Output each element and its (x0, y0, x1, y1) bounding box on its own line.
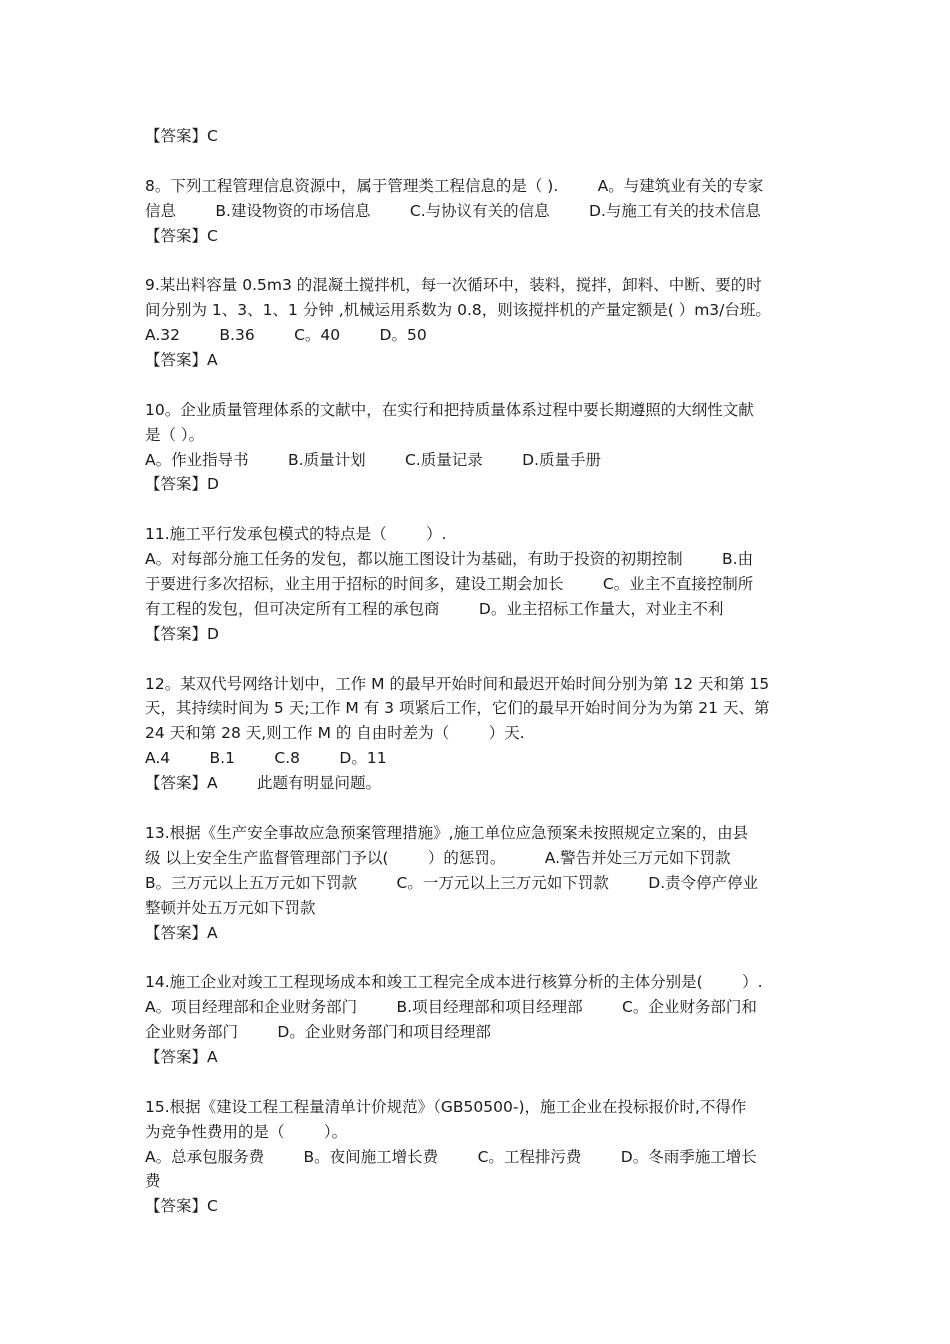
question-options: A.4 B.1 C.8 D。11 (145, 749, 387, 768)
paragraph-gap (145, 796, 810, 821)
question-14 (145, 970, 810, 1070)
question-options: A。对每部分施工任务的发包，都以施工图设计为基础，有助于投资的初期控制 B.由 (145, 550, 754, 569)
document-page (145, 124, 810, 1219)
question-12 (145, 672, 810, 796)
paragraph-gap (145, 1070, 810, 1095)
paragraph-gap (145, 945, 810, 970)
question-options: A.32 B.36 C。40 D。50 (145, 326, 427, 345)
question-11 (145, 522, 810, 646)
answer-line: 【答案】A (145, 1047, 218, 1066)
question-options: 企业财务部门 D。企业财务部门和项目经理部 (145, 1023, 491, 1042)
question-options: 信息 B.建设物资的市场信息 C.与协议有关的信息 D.与施工有关的技术信息 (145, 201, 761, 220)
question-13 (145, 821, 810, 945)
question-text: 为竞争性费用的是（ ）。 (145, 1122, 348, 1141)
question-text: 11.施工平行发承包模式的特点是（ ）. (145, 525, 447, 544)
answer-block-7 (145, 124, 810, 149)
question-options: 费 (145, 1172, 161, 1191)
question-text: 15.根据《建设工程工程量清单计价规范》（GB50500-)，施工企业在投标报价时,不得作 (145, 1097, 747, 1116)
question-text: 14.施工企业对竣工工程现场成本和竣工工程完全成本进行核算分析的主体分别是( ）. (145, 973, 763, 992)
paragraph-gap (145, 497, 810, 522)
question-text: 级 以上安全生产监督管理部门予以( ）的惩罚。 A.警告并处三万元如下罚款 (145, 848, 731, 867)
question-options: A。项目经理部和企业财务部门 B.项目经理部和项目经理部 C。企业财务部门和 (145, 998, 757, 1017)
question-15 (145, 1095, 810, 1219)
question-options: 整顿并处五万元如下罚款 (145, 898, 316, 917)
question-options: 有工程的发包，但可决定所有工程的承包商 D。业主招标工作量大，对业主不利 (145, 599, 724, 618)
question-text: 9.某出料容量 0.5m3 的混凝土搅拌机，每一次循环中，装料，搅拌，卸料、中断、要的时 (145, 276, 762, 295)
question-9 (145, 273, 810, 373)
question-text: 24 天和第 28 天,则工作 M 的 自由时差为（ ）天. (145, 724, 525, 743)
question-options: B。三万元以上五万元如下罚款 C。一万元以上三万元如下罚款 D.责令停产停业 (145, 873, 759, 892)
question-text: 10。企业质量管理体系的文献中，在实行和把持质量体系过程中要长期遵照的大纲性文献 (145, 400, 754, 419)
paragraph-gap (145, 248, 810, 273)
answer-line: 【答案】C (145, 127, 218, 145)
question-text: 12。某双代号网络计划中，工作 M 的最早开始时间和最迟开始时间分别为第 12 天和第 15 (145, 674, 770, 693)
answer-line: 【答案】C (145, 1197, 218, 1216)
question-10 (145, 398, 810, 498)
question-options: 于要进行多次招标，业主用于招标的时间多，建设工期会加长 C。业主不直接控制所 (145, 575, 754, 594)
paragraph-gap (145, 149, 810, 174)
answer-line: 【答案】A (145, 923, 218, 942)
question-text: 是（ ）。 (145, 425, 205, 444)
question-8 (145, 174, 810, 249)
question-text: 8。下列工程管理信息资源中，属于管理类工程信息的是（ ). A。与建筑业有关的专家 (145, 176, 764, 195)
question-text: 13.根据《生产安全事故应急预案管理措施》,施工单位应急预案未按照规定立案的，由县 (145, 823, 749, 842)
question-options: A。作业指导书 B.质量计划 C.质量记录 D.质量手册 (145, 450, 602, 469)
answer-line: 【答案】D (145, 624, 219, 643)
answer-line: 【答案】A 此题有明显问题。 (145, 774, 382, 793)
answer-line: 【答案】A (145, 351, 218, 370)
question-text: 间分别为 1、3、1、1 分钟 ,机械运用系数为 0.8，则该搅拌机的产量定额是( ）m3/台班。 (145, 301, 771, 320)
question-options: A。总承包服务费 B。夜间施工增长费 C。工程排污费 D。冬雨季施工增长 (145, 1147, 757, 1166)
paragraph-gap (145, 373, 810, 398)
paragraph-gap (145, 647, 810, 672)
answer-line: 【答案】C (145, 226, 218, 245)
answer-line: 【答案】D (145, 475, 219, 494)
question-text: 天，其持续时间为 5 天;工作 M 有 3 项紧后工作，它们的最早开始时间分为为第 21 天、第 (145, 699, 770, 718)
